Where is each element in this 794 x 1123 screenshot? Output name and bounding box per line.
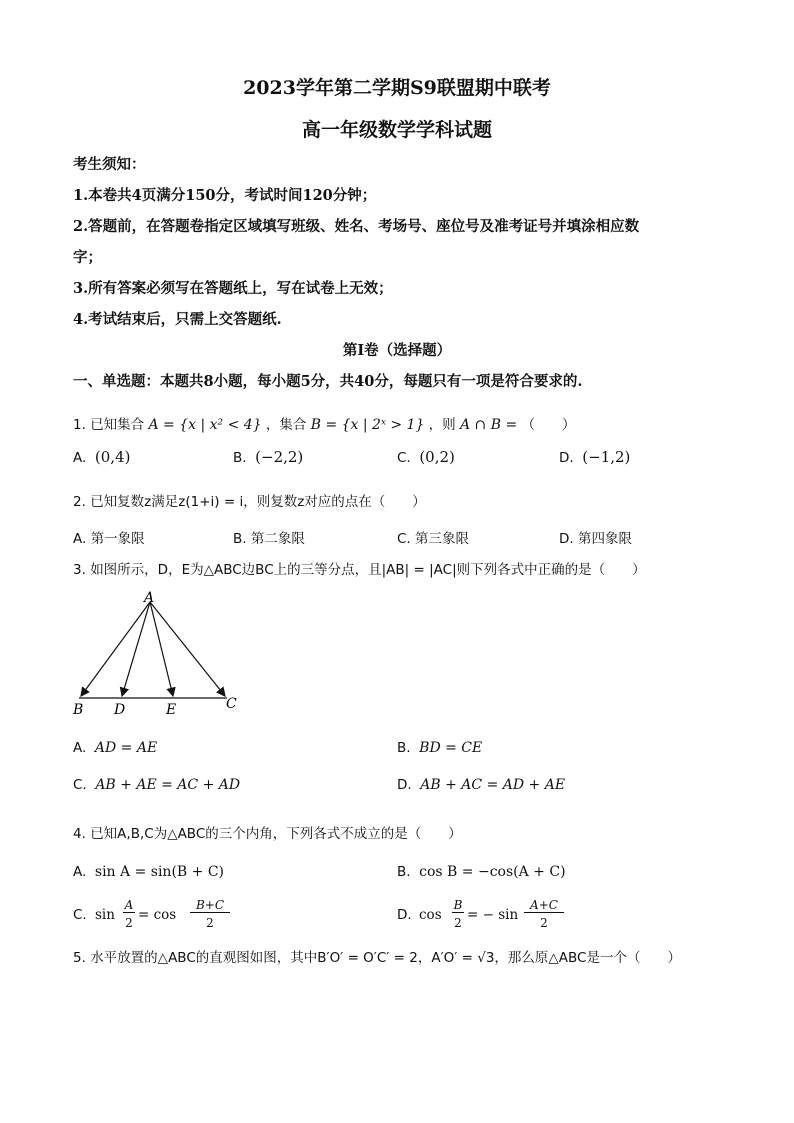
option-label: A.	[73, 531, 87, 547]
fraction-numerator: B	[453, 898, 463, 912]
fraction-denominator: 2	[206, 916, 214, 930]
option-value: sin A = sin(B + C)	[94, 864, 224, 880]
option-value: AB + AE = AC + AD	[95, 777, 241, 793]
q3-option-c	[73, 777, 240, 793]
option-value: AB + AC = AD + AE	[420, 777, 566, 793]
option-label: A.	[73, 450, 87, 466]
option-label: B.	[397, 864, 411, 880]
option-label: D.	[559, 531, 574, 547]
vector-ad	[122, 602, 150, 696]
fraction-denominator: 2	[540, 916, 548, 930]
q1-option-c	[397, 448, 455, 466]
question-3	[73, 558, 646, 578]
notice-item-3: 3.所有答案必须写在答题纸上，写在试卷上无效；	[73, 280, 393, 297]
label-e: E	[166, 702, 177, 718]
question-number: 5.	[73, 950, 86, 966]
option-label: A.	[73, 864, 87, 880]
question-2	[73, 490, 426, 510]
set-b: B = {x | 2ˣ > 1}	[310, 417, 425, 433]
question-number: 1.	[73, 417, 86, 433]
option-value: (−2,2)	[255, 448, 304, 466]
question-text: 已知复数z满足z(1+i) = i，则复数z对应的点在（ ）	[90, 494, 426, 510]
vector-ab	[81, 602, 150, 696]
notice-item-2-cont: 字；	[73, 249, 102, 266]
question-text: ，集合	[265, 417, 307, 433]
option-value: (0,2)	[419, 448, 455, 466]
option-label: C.	[73, 907, 87, 923]
option-value: cos B = −cos(A + C)	[419, 864, 566, 880]
intersection-expr: A ∩ B =	[459, 417, 518, 433]
option-value: 第四象限	[577, 531, 632, 547]
question-number: 4.	[73, 826, 86, 842]
fraction-numerator: A	[124, 898, 134, 912]
option-value: = − sin	[467, 907, 519, 923]
q1-option-a	[73, 448, 130, 466]
option-label: D.	[397, 777, 412, 793]
volume-heading: 第I卷（选择题）	[342, 342, 452, 359]
option-value: cos	[419, 907, 442, 923]
question-text: 水平放置的△ABC的直观图如图，其中B′O′ = O′C′ = 2，A′O′ = √3，那么原△ABC是一个（ ）	[90, 950, 681, 966]
q2-option-b	[233, 527, 305, 547]
q4-option-b	[397, 864, 566, 880]
option-label: B.	[397, 740, 411, 756]
label-b: B	[73, 702, 84, 718]
option-label: C.	[397, 531, 411, 547]
option-label: C.	[397, 450, 411, 466]
fraction-denominator: 2	[454, 916, 462, 930]
label-a: A	[144, 590, 155, 606]
part1-heading: 一、单选题：本题共8小题，每小题5分，共40分，每题只有一项是符合要求的.	[73, 373, 583, 390]
q3-option-b	[397, 740, 482, 756]
q1-option-d	[559, 448, 630, 466]
option-value: 第三象限	[415, 531, 470, 547]
q2-option-c	[397, 527, 469, 547]
q3-option-a	[73, 740, 157, 756]
q2-option-d	[559, 527, 632, 547]
question-text: ，则	[428, 417, 456, 433]
answer-blank: （ ）	[521, 417, 576, 433]
exam-title: 2023学年第二学期S9联盟期中联考	[243, 77, 551, 99]
label-c: C	[226, 696, 237, 712]
option-value: (−1,2)	[582, 448, 631, 466]
label-d: D	[114, 702, 126, 718]
question-1	[73, 413, 575, 433]
option-label: B.	[233, 450, 247, 466]
question-number: 3.	[73, 562, 86, 578]
q1-option-b	[233, 448, 303, 466]
notice-item-1: 1.本卷共4页满分150分，考试时间120分钟；	[73, 187, 377, 204]
option-label: C.	[73, 777, 87, 793]
option-label: A.	[73, 740, 87, 756]
question-text: 已知A,B,C为△ABC的三个内角，下列各式不成立的是（ ）	[90, 826, 462, 842]
fraction-numerator: A+C	[524, 898, 564, 913]
question-5	[73, 946, 681, 966]
fraction-numerator: B+C	[190, 898, 230, 913]
option-value: = cos	[138, 907, 177, 923]
question-text: 如图所示，D，E为△ABC边BC上的三等分点，且|AB| = |AC|则下列各式中正确的是（ ）	[90, 562, 646, 578]
q2-option-a	[73, 527, 145, 547]
q4-option-a	[73, 864, 224, 880]
triangle-figure	[70, 588, 250, 718]
q3-option-d	[397, 777, 565, 793]
question-4	[73, 822, 462, 842]
option-value: (0,4)	[94, 448, 131, 466]
exam-subtitle: 高一年级数学学科试题	[301, 119, 492, 141]
option-label: B.	[233, 531, 247, 547]
option-label: D.	[397, 907, 412, 923]
fraction-denominator: 2	[125, 916, 133, 930]
notice-heading: 考生须知：	[73, 156, 146, 173]
option-value: BD = CE	[419, 740, 483, 756]
question-number: 2.	[73, 494, 86, 510]
notice-item-2: 2.答题前，在答题卷指定区域填写班级、姓名、考场号、座位号及准考证号并填涂相应数	[73, 218, 640, 235]
set-a: A = {x | x² < 4}	[148, 417, 262, 433]
question-text: 已知集合	[90, 417, 145, 433]
option-value: 第二象限	[250, 531, 305, 547]
option-value: 第一象限	[90, 531, 145, 547]
option-value: sin	[95, 907, 115, 923]
notice-item-4: 4.考试结束后，只需上交答题纸.	[73, 311, 282, 328]
option-value: AD = AE	[94, 740, 158, 756]
option-label: D.	[559, 450, 574, 466]
